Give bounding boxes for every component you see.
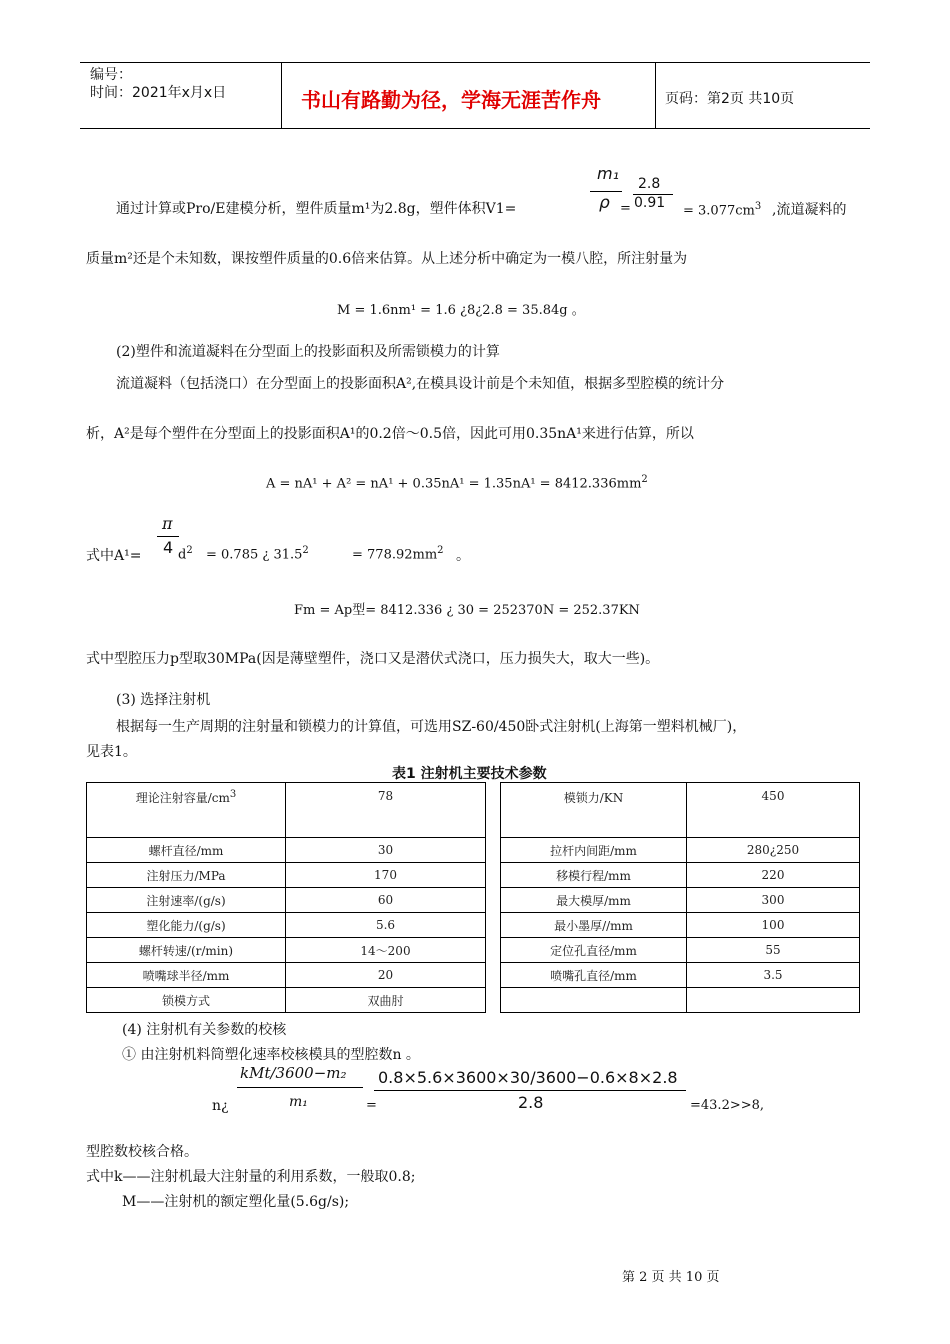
cell-text: 螺杆直径/mm (148, 843, 224, 858)
table-gap-cell (486, 913, 501, 938)
frac-m1-numerator: m₁ (597, 164, 619, 183)
param-value-cell (687, 988, 860, 1013)
n-frac1-numerator: kMt/3600−m₂ (240, 1064, 347, 1082)
param-name-cell (87, 963, 286, 988)
n-frac2-bar (374, 1090, 686, 1091)
para-runner-area: 流道凝料（包括浇口）在分型面上的投影面积A²,在模具设计前是个未知值，根据多型腔模的统计分 (116, 376, 725, 392)
para-see-table: 见表1。 (86, 744, 137, 760)
a1-result: = $778.92mm^2$ (352, 545, 444, 563)
table-row (87, 863, 860, 888)
cell-text: 锁模方式 (161, 993, 210, 1008)
a1-calc: = 0.785 ¿ 31.5$^2$ (206, 545, 309, 563)
table-gap-cell (486, 938, 501, 963)
para-select-machine: 根据每一生产周期的注射量和锁模力的计算值，可选用SZ-60/450卧式注射机(上海第一塑料机械厂)， (116, 719, 747, 735)
param-name-cell (87, 783, 286, 838)
n-frac1-bar (237, 1087, 363, 1088)
volume-result: = $3.077cm^3$ (683, 201, 762, 219)
param-name-cell (87, 988, 286, 1013)
param-value-cell (286, 888, 486, 913)
param-value-cell (286, 988, 486, 1013)
cell-text: 78 (377, 789, 394, 803)
param-value-cell (286, 783, 486, 838)
param-name-cell (501, 888, 687, 913)
param-name-cell (87, 888, 286, 913)
cell-text: 最大模厚/mm (556, 893, 631, 908)
page-footer-number: 第 2 页 共 10 页 (622, 1270, 720, 1285)
param-value-cell (286, 913, 486, 938)
table-row (87, 913, 860, 938)
table-row (87, 838, 860, 863)
check-passed: 型腔数校核合格。 (86, 1144, 198, 1160)
param-name-cell (87, 863, 286, 888)
cell-text: 300 (761, 893, 785, 907)
cell-text: 模锁力/KN (563, 791, 624, 805)
frac-pi-bar (157, 536, 179, 537)
cell-text: 220 (761, 868, 785, 882)
cell-text: 20 (377, 968, 394, 982)
frac-rho-denominator: ρ (599, 193, 610, 213)
table-row (87, 888, 860, 913)
table-gap-cell (486, 783, 501, 838)
param-value-cell (687, 938, 860, 963)
param-name-cell (501, 783, 687, 838)
frac-2.8-numerator: 2.8 (638, 176, 661, 192)
section-4-title: (4) 注射机有关参数的校核 (122, 1022, 287, 1038)
param-value-cell (687, 863, 860, 888)
section-3-title: (3) 选择注射机 (116, 692, 211, 708)
cell-text: 注射速率/(g/s) (146, 893, 226, 908)
item-cavity-check: ① 由注射机料筒塑化速率校核模具的型腔数n 。 (122, 1047, 420, 1063)
n-frac1-denominator: m₁ (289, 1094, 308, 1110)
n-frac2-denominator: 2.8 (518, 1093, 544, 1112)
cell-text: 170 (374, 868, 397, 882)
param-name-cell (501, 863, 687, 888)
param-value-cell (286, 863, 486, 888)
table-gap-cell (486, 838, 501, 863)
cell-superscript: 3 (229, 789, 237, 800)
header-bottom-rule (80, 128, 870, 129)
formula-total-area: $A = nA^1 + A^2 = nA^1 + 0.35nA^1 = 1.35nA^1 = 8412.336mm^2$ (266, 474, 648, 492)
cell-text: 注射压力/MPa (146, 868, 226, 883)
param-value-cell (687, 783, 860, 838)
table-gap-cell (486, 963, 501, 988)
cell-text: 450 (761, 789, 785, 803)
param-value-cell (687, 838, 860, 863)
param-name-cell (87, 913, 286, 938)
cell-text: 3.5 (763, 968, 783, 982)
cell-text: 移模行程/mm (556, 868, 631, 883)
para-cavity-pressure: 式中型腔压力p型取30MPa(因是薄壁塑件，浇口又是潜伏式浇口，压力损失大，取大一些)。 (86, 651, 660, 667)
frac-pi-numerator: π (162, 514, 173, 533)
frac-m1-bar (590, 191, 622, 192)
param-value-cell (286, 838, 486, 863)
cell-text: 30 (377, 843, 394, 857)
para-tail-runner: ,流道凝料的 (772, 202, 847, 218)
table-row (87, 783, 860, 838)
definition-k: 式中k——注射机最大注射量的利用系数，一般取0.8; (86, 1169, 416, 1185)
table-gap-cell (486, 988, 501, 1013)
n-frac2-numerator: 0.8×5.6×3600×30/3600−0.6×8×2.8 (378, 1068, 678, 1087)
header-motto: 书山有路勤为径，学海无涯苦作舟 (301, 88, 601, 112)
cell-text: 最小墨厚//mm (554, 918, 633, 933)
n-result: =43.2>>8, (690, 1098, 765, 1113)
cell-text: 喷嘴孔直径/mm (550, 968, 637, 983)
cell-text: 5.6 (375, 918, 396, 932)
table-row (87, 963, 860, 988)
header-top-rule (80, 62, 870, 63)
a1-end: 。 (456, 548, 470, 564)
table-row (87, 988, 860, 1013)
cell-text: 定位孔直径/mm (550, 943, 637, 958)
table-gap-cell (486, 863, 501, 888)
header-page-info: 页码：第2页 共10页 (665, 91, 795, 107)
cell-text: 喷嘴球半径/mm (142, 968, 230, 983)
header-time-label: 时间：2021年x月x日 (90, 85, 227, 101)
cell-text: 螺杆转速/(r/min) (138, 943, 234, 958)
cell-text: 双曲肘 (367, 993, 404, 1008)
param-name-cell (501, 938, 687, 963)
param-value-cell (687, 963, 860, 988)
param-value-cell (286, 938, 486, 963)
formula-clamp-force: Fm = Ap型= 8412.336 ¿ 30 = 252370N = 252.37KN (294, 603, 640, 618)
table-row (87, 938, 860, 963)
eq-sign-1: = (620, 201, 631, 216)
frac-4-denominator: 4 (163, 538, 174, 557)
param-value-cell (286, 963, 486, 988)
param-name-cell (501, 913, 687, 938)
param-value-cell (687, 888, 860, 913)
injection-machine-table (86, 782, 860, 1013)
param-value-cell (687, 913, 860, 938)
a1-prefix: 式中A¹= (86, 548, 142, 564)
section-2-title: (2)塑件和流道凝料在分型面上的投影面积及所需锁模力的计算 (116, 344, 500, 360)
formula-shot-volume: M = 1.6nm¹ = 1.6 ¿8¿2.8 = 35.84g 。 (337, 303, 585, 318)
param-name-cell (501, 838, 687, 863)
cell-text: 55 (765, 943, 781, 957)
header-divider-left (281, 62, 282, 129)
param-name-cell (501, 988, 687, 1013)
cell-text: 拉杆内间距/mm (550, 843, 637, 858)
table-gap-cell (486, 888, 501, 913)
para-area-estimate: 析，A²是每个塑件在分型面上的投影面积A¹的0.2倍～0.5倍，因此可用0.35nA¹来进行估算，所以 (86, 426, 694, 442)
cell-text: 100 (761, 918, 785, 932)
cell-text: 14～200 (360, 943, 411, 958)
param-name-cell (501, 963, 687, 988)
cell-text: 60 (377, 893, 394, 907)
header-divider-right (655, 62, 656, 129)
para-runner-mass: 质量m²还是个未知数，课按塑件质量的0.6倍来估算。从上述分析中确定为一模八腔，所注射量为 (86, 251, 688, 267)
para-mass-volume: 通过计算或Pro/E建模分析，塑件质量m¹为2.8g，塑件体积V1= (116, 201, 517, 217)
param-name-cell (87, 938, 286, 963)
frac-0.91-denominator: 0.91 (634, 195, 666, 211)
cell-text: 塑化能力/(g/s) (146, 918, 226, 933)
table-title: 表1 注射机主要技术参数 (392, 766, 547, 782)
a1-d: $d^2$ (178, 545, 193, 563)
n-prefix: n¿ (212, 1098, 229, 1114)
param-name-cell (87, 838, 286, 863)
cell-text: 理论注射容量/cm (135, 791, 230, 805)
header-number-label: 编号： (90, 67, 132, 83)
definition-M: M——注射机的额定塑化量(5.6g/s); (122, 1194, 350, 1210)
cell-text: 280¿250 (746, 843, 800, 857)
n-eq: = (366, 1098, 377, 1113)
